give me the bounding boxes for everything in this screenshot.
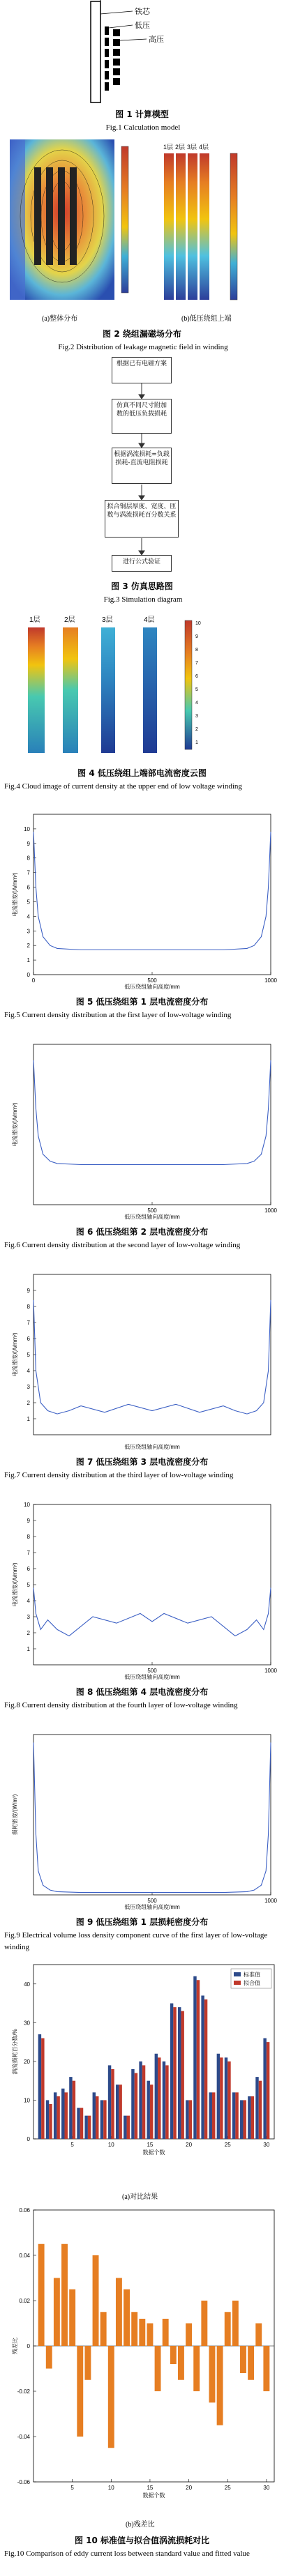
bar xyxy=(186,2100,188,2139)
fig6-caption-en: Fig.6 Current density distribution at the second layer of low-voltage winding xyxy=(4,1241,241,1249)
y-tick-label: 8 xyxy=(27,1304,30,1310)
y-tick-label: 4 xyxy=(27,1368,30,1374)
bar xyxy=(248,2096,251,2139)
bar xyxy=(227,2061,230,2139)
bar xyxy=(93,2255,99,2346)
x-axis-label: 数据个数 xyxy=(142,2149,165,2156)
fig4-layer-label-4: 4层 xyxy=(144,616,155,624)
bar xyxy=(69,2289,75,2346)
y-tick-label: 3 xyxy=(27,928,30,935)
bar xyxy=(251,2096,254,2139)
bar xyxy=(163,2319,169,2346)
bar xyxy=(189,2100,192,2139)
x-tick-label: 15 xyxy=(147,2142,154,2148)
bar xyxy=(103,2100,106,2139)
bar xyxy=(155,2054,158,2139)
bar xyxy=(38,2244,45,2346)
bar xyxy=(142,2065,145,2139)
y-axis-label: 损耗密度/(W/m³) xyxy=(12,1794,18,1836)
bar xyxy=(209,2092,212,2139)
y-tick-label: 3 xyxy=(27,1614,30,1620)
bar xyxy=(139,2319,145,2346)
y-tick-label: 1 xyxy=(27,1416,30,1422)
bar xyxy=(263,2038,266,2139)
bar xyxy=(131,2069,134,2139)
fig8-caption-cn: 图 8 低压绕组第 4 层电流密度分布 xyxy=(75,1687,209,1697)
legend-label: 拟合值 xyxy=(244,1980,260,1986)
fig4-caption-cn: 图 4 低压绕组上端部电流密度云图 xyxy=(77,768,207,778)
fig2-layer-label-3: 3层 xyxy=(187,144,197,151)
flow-step-1: 根据已有电磁方案 xyxy=(112,357,172,383)
fig9-caption-cn: 图 9 低压绕组第 1 层损耗密度分布 xyxy=(75,1917,209,1927)
cb-tick: 10 xyxy=(195,621,201,626)
flow-step-3: 根据涡流损耗=负载损耗-直流电阻损耗 xyxy=(112,448,172,484)
y-tick-label: -0.06 xyxy=(17,2479,30,2485)
bar xyxy=(88,2116,91,2139)
x-tick-label: 15 xyxy=(147,2485,154,2491)
bar xyxy=(186,2324,192,2347)
y-tick-label: 5 xyxy=(27,899,30,906)
legend-swatch xyxy=(234,1972,241,1976)
bar xyxy=(243,2100,246,2139)
y-tick-label: 30 xyxy=(24,2020,30,2027)
bar xyxy=(61,2244,68,2346)
fig10-caption-cn: 图 10 标准值与拟合值涡流损耗对比 xyxy=(74,2536,210,2545)
high-voltage-winding xyxy=(113,29,120,85)
bar xyxy=(116,2278,122,2347)
x-tick-label: 10 xyxy=(107,2142,114,2148)
bar xyxy=(100,2312,107,2346)
bar xyxy=(116,2085,119,2139)
x-tick-label: 10 xyxy=(107,2485,114,2491)
y-tick-label: 0.02 xyxy=(19,2298,30,2304)
x-tick-label: 1000 xyxy=(264,1207,277,1214)
y-axis-label: 电流密度/(A/mm²) xyxy=(12,1102,18,1147)
bar xyxy=(232,2092,235,2139)
fig1-caption-en: Fig.1 Calculation model xyxy=(105,123,181,132)
fig5-caption-cn: 图 5 低压绕组第 1 层电流密度分布 xyxy=(75,997,209,1007)
bar xyxy=(220,2057,223,2139)
fig4-layer-label-3: 3层 xyxy=(102,616,113,624)
bar xyxy=(170,2346,177,2364)
flow-step-4: 拟合铜层厚度、宽度、匝数与涡流损耗百分数关系 xyxy=(105,500,179,538)
y-tick-label: 2 xyxy=(27,943,30,950)
bar xyxy=(100,2100,103,2139)
bar xyxy=(41,2038,44,2139)
bar xyxy=(77,2346,83,2437)
y-tick-label: 4 xyxy=(27,1598,30,1604)
bar xyxy=(93,2092,96,2139)
y-axis-label: 电流密度/(A/mm²) xyxy=(12,1332,18,1377)
leakage-field-upper-end-map xyxy=(160,139,279,307)
x-tick-label: 25 xyxy=(224,2142,231,2148)
y-tick-label: 10 xyxy=(24,825,30,832)
y-axis-label: 电流密度/(A/mm²) xyxy=(12,1562,18,1607)
calculation-model-diagram xyxy=(70,0,223,105)
fig2-caption-cn: 图 2 绕组漏磁场分布 xyxy=(103,329,181,339)
x-axis-label: 低压绕组轴向高度/mm xyxy=(124,1674,180,1680)
bar xyxy=(77,2108,80,2139)
fig7-chart xyxy=(0,1269,284,1478)
bar xyxy=(201,2301,207,2346)
fig1-caption-cn: 图 1 计算模型 xyxy=(115,109,169,119)
x-tick-label: 5 xyxy=(70,2142,74,2148)
bar xyxy=(255,2077,258,2139)
low-voltage-winding xyxy=(105,26,109,91)
plot-frame xyxy=(33,814,271,975)
current-density-cloud-image xyxy=(21,607,265,760)
fig9-caption-en: Fig.9 Electrical volume loss density component curve of the first layer of low-voltage winding xyxy=(4,1931,268,1951)
fig2-layer-label-2: 2层 xyxy=(175,144,186,151)
bar xyxy=(69,2077,72,2139)
bar xyxy=(209,2346,216,2402)
flow-step-2: 仿真不同尺寸附加数的低压负载损耗 xyxy=(112,399,172,434)
bar xyxy=(255,2324,262,2347)
y-tick-label: 40 xyxy=(24,1981,30,1988)
cb-tick: 9 xyxy=(195,634,198,639)
legend-label: 标准值 xyxy=(244,1972,260,1978)
bar xyxy=(201,1995,204,2139)
y-axis-label: 涡流损耗百分数/% xyxy=(12,2029,18,2075)
y-tick-label: 1 xyxy=(27,1646,30,1652)
bar xyxy=(181,2011,184,2139)
y-tick-label: 0.04 xyxy=(19,2253,30,2259)
x-tick-label: 1000 xyxy=(264,1898,277,1904)
plot-frame xyxy=(33,1504,271,1665)
y-tick-label: 9 xyxy=(27,1518,30,1524)
y-tick-label: 4 xyxy=(27,913,30,920)
flow-step-5: 进行公式验证 xyxy=(112,555,172,572)
cb-tick: 5 xyxy=(195,687,198,692)
leakage-field-overall-map xyxy=(10,139,142,307)
x-tick-label: 1000 xyxy=(264,977,277,984)
bar xyxy=(267,2042,269,2139)
high-voltage-label: 高压 xyxy=(149,36,164,44)
y-tick-label: 6 xyxy=(27,1336,30,1342)
y-tick-label: 8 xyxy=(27,855,30,862)
fig5-chart xyxy=(0,809,284,1018)
bar xyxy=(73,2081,75,2139)
bar xyxy=(232,2301,239,2346)
bar xyxy=(193,1976,196,2139)
bar xyxy=(84,2116,87,2139)
x-axis-label: 低压绕组轴向高度/mm xyxy=(124,1444,180,1450)
y-tick-label: 3 xyxy=(27,1384,30,1390)
bar xyxy=(204,1999,207,2139)
fig5-caption-en: Fig.5 Current density distribution at the first layer of low-voltage winding xyxy=(4,1011,232,1019)
fig2-caption-en: Fig.2 Distribution of leakage magnetic field in winding xyxy=(58,343,228,351)
plot-frame xyxy=(33,1735,271,1895)
fig10b-chart xyxy=(0,2203,284,2510)
y-axis-label: 残差比 xyxy=(12,2338,18,2354)
y-tick-label: -0.02 xyxy=(17,2388,30,2395)
bar xyxy=(127,2116,130,2139)
bar xyxy=(150,2085,153,2139)
y-tick-label: 6 xyxy=(27,1566,30,1572)
fig6-caption-cn: 图 6 低压绕组第 2 层电流密度分布 xyxy=(75,1227,209,1237)
x-axis-label: 数据个数 xyxy=(142,2492,165,2499)
cb-tick: 1 xyxy=(195,740,198,745)
x-axis-label: 低压绕组轴向高度/mm xyxy=(124,1214,180,1220)
bar xyxy=(173,2007,176,2139)
cb-tick: 2 xyxy=(195,727,198,732)
bar xyxy=(225,2312,231,2346)
bar xyxy=(61,2089,64,2139)
bar xyxy=(225,2057,227,2139)
fig4-colorbar-ticks xyxy=(195,621,201,745)
x-axis-label: 低压绕组轴向高度/mm xyxy=(124,1904,180,1910)
cb-tick: 8 xyxy=(195,648,198,653)
fig10-sub-b: (b)残差比 xyxy=(126,2521,155,2529)
y-tick-label: 7 xyxy=(27,1320,30,1326)
bar xyxy=(124,2116,126,2139)
x-tick-label: 500 xyxy=(147,977,157,984)
fig4-layer-label-2: 2层 xyxy=(64,616,75,624)
bar xyxy=(155,2346,161,2391)
y-tick-label: 7 xyxy=(27,1550,30,1556)
y-tick-label: 0 xyxy=(27,972,30,978)
plot-frame xyxy=(33,1044,271,1205)
x-tick-label: 500 xyxy=(147,1668,157,1674)
y-tick-label: 10 xyxy=(24,1502,30,1508)
y-tick-label: 20 xyxy=(24,2058,30,2065)
fig8-caption-en: Fig.8 Current density distribution at the fourth layer of low-voltage winding xyxy=(4,1701,238,1709)
bar xyxy=(217,2054,220,2139)
x-tick-label: 1000 xyxy=(264,1668,277,1674)
cb-tick: 7 xyxy=(195,661,198,666)
fig10-sub-a: (a)对比结果 xyxy=(122,2193,158,2201)
y-tick-label: 7 xyxy=(27,869,30,876)
bar xyxy=(217,2346,223,2425)
bar xyxy=(248,2346,254,2380)
fig9-chart xyxy=(0,1729,284,1938)
bar xyxy=(259,2081,262,2139)
y-tick-label: 0 xyxy=(27,2343,30,2349)
y-tick-label: 6 xyxy=(27,884,30,891)
y-tick-label: 9 xyxy=(27,840,30,847)
y-tick-label: 0.06 xyxy=(19,2207,30,2213)
fig3-caption-en: Fig.3 Simulation diagram xyxy=(103,595,183,604)
y-tick-label: 5 xyxy=(27,1352,30,1358)
y-axis-label: 电流密度/(A/mm²) xyxy=(12,872,18,917)
legend-swatch xyxy=(234,1981,241,1985)
bar xyxy=(163,2061,165,2139)
fig7-caption-cn: 图 7 低压绕组第 3 层电流密度分布 xyxy=(75,1457,209,1467)
bar xyxy=(65,2092,68,2139)
y-tick-label: 9 xyxy=(27,1288,30,1294)
y-tick-label: 10 xyxy=(24,2097,30,2104)
fig4-layer-label-1: 1层 xyxy=(29,616,40,624)
cb-tick: 6 xyxy=(195,674,198,679)
bar xyxy=(147,2324,153,2347)
bar xyxy=(84,2346,91,2380)
x-tick-label: 500 xyxy=(147,1207,157,1214)
bar xyxy=(197,1980,200,2139)
bar xyxy=(135,2073,137,2139)
bar xyxy=(178,2346,184,2380)
fig2-sub-a: (a)整体分布 xyxy=(42,315,78,323)
x-tick-label: 30 xyxy=(263,2142,270,2148)
bar xyxy=(96,2096,98,2139)
bar xyxy=(147,2081,149,2139)
fig2-layer-label-1: 1层 xyxy=(163,144,174,151)
x-tick-label: 500 xyxy=(147,1898,157,1904)
bar xyxy=(46,2346,52,2369)
bar xyxy=(124,2289,130,2346)
core-label: 铁芯 xyxy=(135,8,150,16)
y-tick-label: 5 xyxy=(27,1582,30,1588)
bar xyxy=(38,2034,41,2139)
fig8-chart xyxy=(0,1499,284,1708)
bar xyxy=(54,2092,57,2139)
fig3-caption-cn: 图 3 仿真思路图 xyxy=(111,581,173,591)
bar xyxy=(119,2085,121,2139)
bar xyxy=(158,2057,160,2139)
bar xyxy=(139,2061,142,2139)
bar xyxy=(212,2092,215,2139)
bar xyxy=(108,2346,114,2448)
fig6-chart xyxy=(0,1039,284,1248)
x-tick-label: 30 xyxy=(263,2485,270,2491)
bar xyxy=(263,2346,269,2391)
x-axis-label: 低压绕组轴向高度/mm xyxy=(124,984,180,990)
y-tick-label: 1 xyxy=(27,957,30,964)
bar xyxy=(108,2065,111,2139)
bar xyxy=(165,2065,168,2139)
bar xyxy=(131,2312,137,2346)
bar xyxy=(235,2092,238,2139)
x-tick-label: 20 xyxy=(186,2142,193,2148)
bar xyxy=(54,2278,60,2347)
x-tick-label: 0 xyxy=(31,977,36,984)
fig4-caption-en: Fig.4 Cloud image of current density at the upper end of low voltage winding xyxy=(4,782,242,791)
cb-tick: 4 xyxy=(195,701,198,706)
fig10a-chart xyxy=(0,1959,284,2189)
y-tick-label: 2 xyxy=(27,1630,30,1636)
fig2-sub-b: (b)低压绕组上端 xyxy=(181,315,232,323)
x-tick-label: 25 xyxy=(224,2485,231,2491)
bar xyxy=(111,2069,114,2139)
fig7-caption-en: Fig.7 Current density distribution at the third layer of low-voltage winding xyxy=(4,1471,234,1479)
fig2-layer-label-4: 4层 xyxy=(199,144,209,151)
bar xyxy=(57,2096,59,2139)
bar xyxy=(170,2004,173,2139)
bar xyxy=(240,2100,243,2139)
bar xyxy=(49,2104,52,2139)
cb-tick: 3 xyxy=(195,714,198,719)
fig10-caption-en: Fig.10 Comparison of eddy current loss between standard value and fitted value xyxy=(4,2550,250,2558)
bar xyxy=(240,2346,246,2373)
y-tick-label: 0 xyxy=(27,2136,30,2142)
y-tick-label: 2 xyxy=(27,1400,30,1406)
bar xyxy=(178,2007,181,2139)
bar xyxy=(80,2108,83,2139)
bar xyxy=(193,2346,200,2391)
x-tick-label: 5 xyxy=(70,2485,74,2491)
x-tick-label: 20 xyxy=(186,2485,193,2491)
y-tick-label: -0.04 xyxy=(17,2434,30,2440)
bar xyxy=(46,2100,49,2139)
y-tick-label: 8 xyxy=(27,1534,30,1540)
low-voltage-label: 低压 xyxy=(135,22,150,30)
